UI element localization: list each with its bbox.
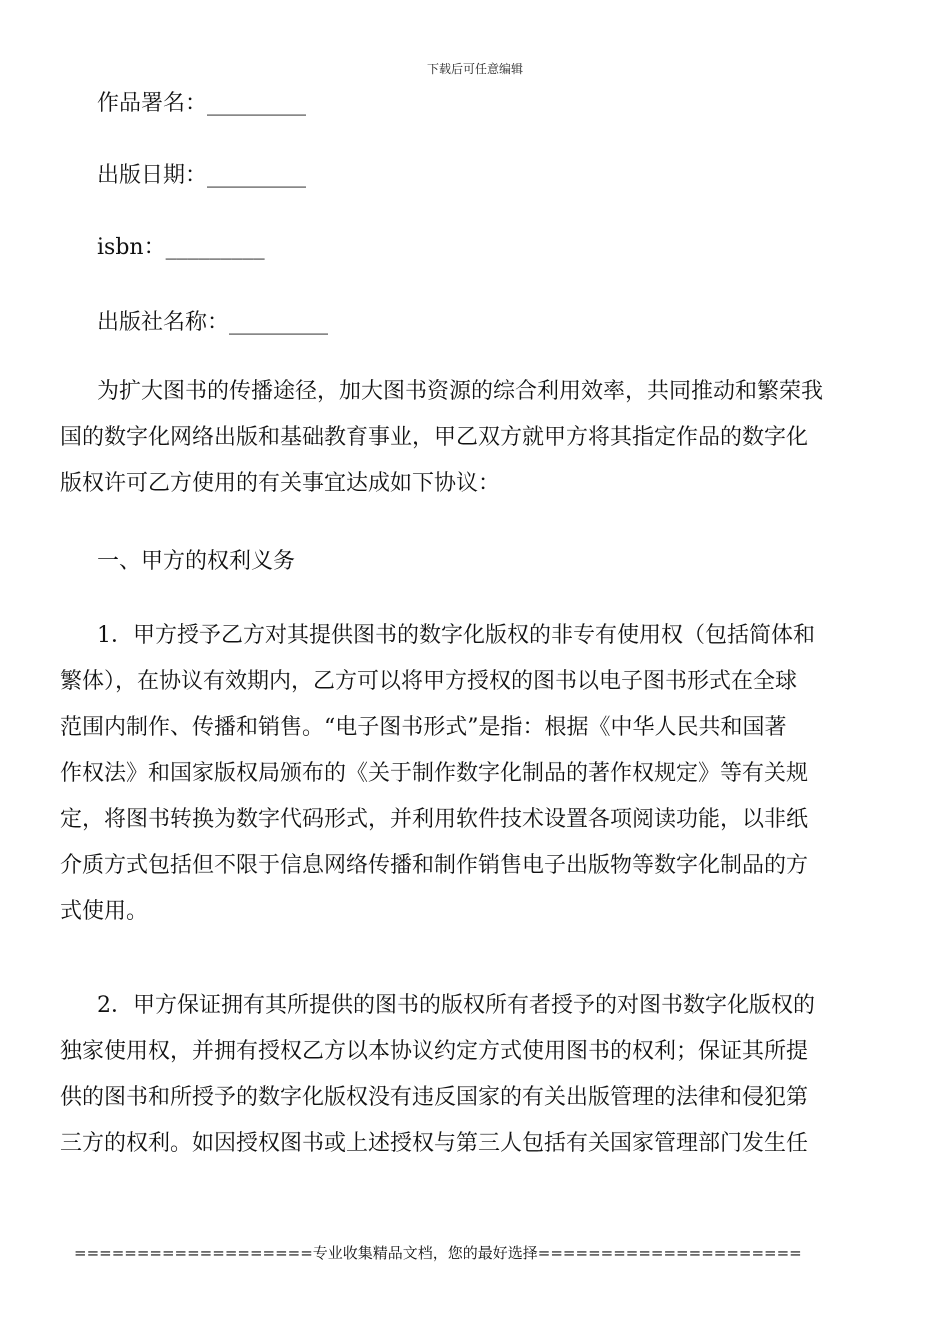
clause-2 [60, 983, 890, 1167]
paragraph-line: 供的图书和所授予的数字化版权没有违反国家的有关出版管理的法律和侵犯第 [60, 1085, 809, 1110]
field-label: isbn： [97, 235, 166, 260]
paragraph-line: 为扩大图书的传播途径，加大图书资源的综合利用效率，共同推动和繁荣我 [97, 379, 824, 404]
field-publish-date [97, 160, 306, 192]
field-label: 出版社名称： [97, 310, 230, 335]
field-blank: _________ [207, 91, 307, 116]
paragraph-line: 国的数字化网络出版和基础教育事业，甲乙双方就甲方将其指定作品的数字化 [60, 425, 809, 450]
paragraph-line: 独家使用权，并拥有授权乙方以本协议约定方式使用图书的权利；保证其所提 [60, 1039, 809, 1064]
header-note: 下载后可任意编辑 [426, 62, 523, 76]
field-label: 作品署名： [97, 91, 208, 116]
paragraph-line: 繁体），在协议有效期内，乙方可以将甲方授权的图书以电子图书形式在全球 [60, 669, 798, 694]
paragraph-line: 定，将图书转换为数字代码形式，并利用软件技术设置各项阅读功能，以非纸 [60, 807, 809, 832]
field-work-signature [97, 88, 306, 120]
field-blank: _________ [165, 235, 265, 260]
footer-note: ===================专业收集精品文档，您的最好选择===================== [74, 1244, 802, 1262]
field-isbn [97, 232, 265, 264]
paragraph-line: 2．甲方保证拥有其所提供的图书的版权所有者授予的对图书数字化版权的 [97, 993, 815, 1018]
paragraph-line: 三方的权利。如因授权图书或上述授权与第三人包括有关国家管理部门发生任 [60, 1131, 809, 1156]
paragraph-line: 1．甲方授予乙方对其提供图书的数字化版权的非专有使用权（包括简体和 [97, 623, 815, 648]
paragraph-line: 式使用。 [60, 899, 149, 924]
field-blank: _________ [207, 163, 307, 188]
field-publisher-name [97, 307, 328, 339]
paragraph-line: 范围内制作、传播和销售。“电子图书形式”是指：根据《中华人民共和国著 [60, 715, 787, 740]
section-heading: 一、甲方的权利义务 [97, 549, 296, 574]
clause-1 [60, 613, 890, 935]
intro-paragraph [60, 369, 890, 507]
field-blank: _________ [229, 310, 329, 335]
paragraph-line: 作权法》和国家版权局颁布的《关于制作数字化制品的著作权规定》等有关规 [60, 761, 809, 786]
paragraph-line: 介质方式包括但不限于信息网络传播和制作销售电子出版物等数字化制品的方 [60, 853, 809, 878]
field-label: 出版日期： [97, 163, 208, 188]
paragraph-line: 版权许可乙方使用的有关事宜达成如下协议： [60, 471, 501, 496]
